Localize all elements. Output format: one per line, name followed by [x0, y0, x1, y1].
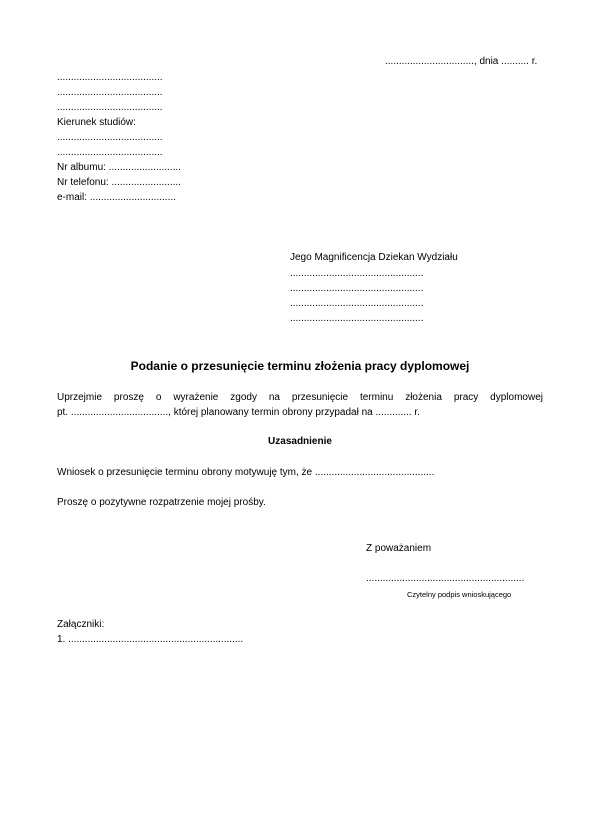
addressee-line-3: ................................................	[290, 298, 424, 309]
closing-request: Proszę o pozytywne rozpatrzenie mojej prośby.	[57, 497, 266, 508]
attachment-item-1: 1. ...............................................................	[57, 634, 244, 645]
justification-text: Wniosek o przesunięcie terminu obrony motywuję tym, że ...........................................	[57, 467, 435, 478]
album-number: Nr albumu: ..........................	[57, 162, 181, 173]
field-of-study-line-1: ......................................	[57, 132, 163, 143]
field-of-study-label: Kierunek studiów:	[57, 117, 136, 128]
addressee-line-4: ................................................	[290, 313, 424, 324]
document-title: Podanie o przesunięcie terminu złożenia pracy dyplomowej	[130, 359, 470, 373]
justification-heading: Uzasadnienie	[268, 436, 332, 447]
request-line-2: pt. ..................................., której planowany termin obrony przypadał na ............. r.	[57, 407, 420, 418]
addressee-line-1: ................................................	[290, 268, 424, 279]
applicant-address-line-1: ......................................	[57, 87, 163, 98]
phone-number: Nr telefonu: .........................	[57, 177, 181, 188]
applicant-address-line-2: ......................................	[57, 102, 163, 113]
signature-greeting: Z poważaniem	[366, 543, 432, 554]
addressee-title: Jego Magnificencja Dziekan Wydziału	[290, 252, 458, 263]
request-line-1: Uprzejmie proszę o wyrażenie zgody na przesunięcie terminu złożenia pracy dyplomowej	[57, 392, 543, 403]
addressee-line-2: ................................................	[290, 283, 424, 294]
signature-caption: Czytelny podpis wnioskującego	[407, 590, 512, 599]
attachments-label: Załączniki:	[57, 619, 105, 630]
email-address: e-mail: ...............................	[57, 192, 176, 203]
signature-line: .........................................................	[366, 573, 525, 584]
field-of-study-line-2: ......................................	[57, 147, 163, 158]
applicant-name-line: ......................................	[57, 72, 163, 83]
date-line: ................................, dnia .......... r.	[385, 56, 538, 67]
request-paragraph	[57, 390, 543, 420]
